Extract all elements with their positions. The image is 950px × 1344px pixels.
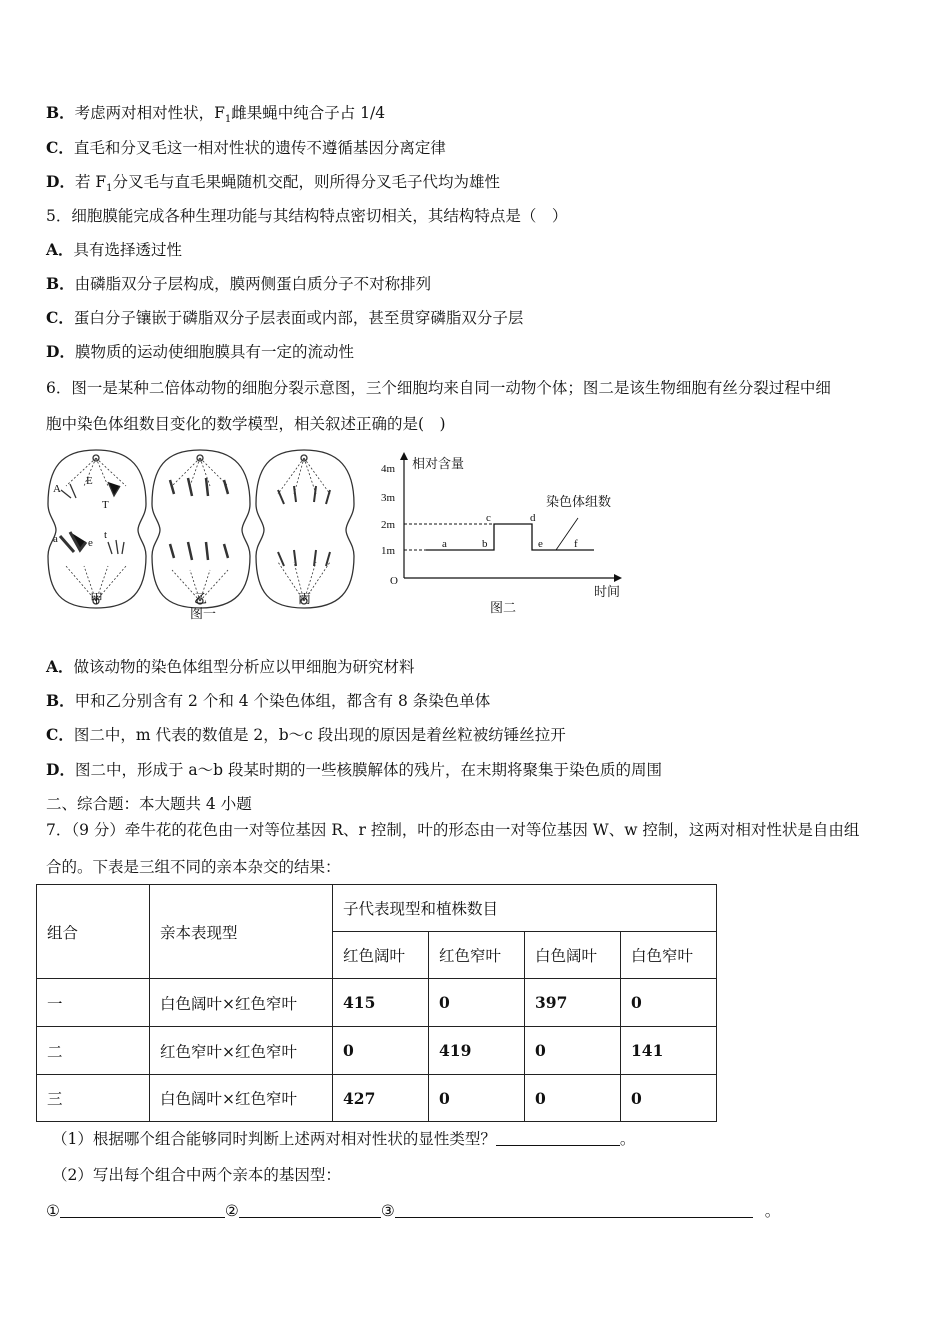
- q4-option-c: C．直毛和分叉毛这一相对性状的遗传不遵循基因分离定律: [46, 138, 446, 157]
- subheader-cell: 红色阔叶: [333, 932, 429, 979]
- answer-blank-1[interactable]: [496, 1131, 620, 1146]
- cell-jia: [48, 450, 146, 608]
- letter-T: T: [102, 499, 109, 511]
- cell-group: 二: [37, 1027, 150, 1075]
- q5-stem: 5．细胞膜能完成各种生理功能与其结构特点密切相关，其结构特点是（ ）: [46, 207, 568, 225]
- q6-option-c: C．图二中，m 代表的数值是 2，b～c 段出现的原因是着丝粒被纺锤丝拉开: [46, 725, 566, 744]
- series-label: 染色体组数: [546, 494, 612, 509]
- point-b: b: [482, 538, 488, 550]
- q7-stem-line1: 7．（9 分）牵牛花的花色由一对等位基因 R、r 控制，叶的形态由一对等位基因 W、w 控制，这两对相对性状是自由组: [46, 821, 860, 839]
- q4-option-d: D．若 $F_1$分叉毛与直毛果蝇随机交配，则所得分叉毛子代均为雄性: [46, 172, 501, 195]
- q6-option-a: A．做该动物的染色体组型分析应以甲细胞为研究材料: [46, 657, 415, 676]
- q7-subquestion-2: （2）写出每个组合中两个亲本的基因型：: [52, 1166, 341, 1184]
- cell-parent: 白色阔叶×红色窄叶: [150, 1075, 333, 1122]
- x-axis-label: 时间: [594, 584, 621, 599]
- q6-stem-line1: 6．图一是某种二倍体动物的细胞分裂示意图，三个细胞均来自同一动物个体；图二是该生物细胞有丝分裂过程中细: [46, 379, 831, 397]
- letter-E: E: [86, 475, 93, 487]
- subheader-cell: 白色阔叶: [525, 932, 621, 979]
- cell-value: 397: [525, 979, 621, 1027]
- q7-subquestion-1: （1）根据哪个组合能够同时判断上述两对相对性状的显性类型？ 。: [52, 1130, 636, 1148]
- subheader-cell: 白色窄叶: [621, 932, 717, 979]
- letter-e: e: [88, 537, 93, 549]
- cell-value: 0: [525, 1027, 621, 1075]
- origin-label: O: [390, 575, 398, 587]
- cell-label-bing: 丙: [298, 591, 312, 606]
- point-d: d: [530, 512, 536, 524]
- ytick-4m: 4m: [381, 463, 396, 475]
- answer-blank-3[interactable]: [239, 1203, 381, 1218]
- figure2: [381, 452, 622, 615]
- letter-a: a: [53, 533, 58, 545]
- ytick-1m: 1m: [381, 545, 396, 557]
- cell-value: 419: [429, 1027, 525, 1075]
- letter-t: t: [104, 529, 108, 541]
- section-heading: 二、综合题：本大题共 4 小题: [46, 795, 252, 813]
- q5-option-a: A．具有选择透过性: [46, 240, 183, 259]
- point-e: e: [538, 538, 543, 550]
- point-f: f: [574, 538, 578, 550]
- cell-value: 0: [621, 1075, 717, 1122]
- figure1-labels: [90, 591, 311, 621]
- q7-answer-blanks: ① ② ③ 。: [46, 1202, 781, 1220]
- cell-value: 0: [429, 979, 525, 1027]
- ytick-3m: 3m: [381, 492, 396, 504]
- cell-label-yi: 乙: [194, 591, 208, 606]
- cell-value: 0: [333, 1027, 429, 1075]
- table-row: [37, 979, 717, 1027]
- cell-group: 三: [37, 1075, 150, 1122]
- cell-value: 141: [621, 1027, 717, 1075]
- q5-option-d: D．膜物质的运动使细胞膜具有一定的流动性: [46, 342, 354, 361]
- header-offspring: 子代表现型和植株数目: [333, 885, 717, 932]
- q6-stem-line2: 胞中染色体组数目变化的数学模型，相关叙述正确的是( ): [46, 415, 446, 433]
- figure1-caption: 图一: [190, 606, 217, 621]
- q5-option-c: C．蛋白分子镶嵌于磷脂双分子层表面或内部，甚至贯穿磷脂双分子层: [46, 308, 524, 327]
- header-group: 组合: [37, 885, 150, 979]
- subheader-cell: 红色窄叶: [429, 932, 525, 979]
- cell-value: 427: [333, 1075, 429, 1122]
- ytick-2m: 2m: [381, 519, 396, 531]
- figure1: [48, 450, 354, 608]
- cell-value: 0: [525, 1075, 621, 1122]
- cell-bing: [256, 450, 354, 608]
- series-line: [426, 524, 594, 550]
- header-parent: 亲本表现型: [150, 885, 333, 979]
- letter-A: A: [53, 483, 61, 495]
- q7-stem-line2: 合的。下表是三组不同的亲本杂交的结果：: [46, 858, 341, 876]
- q6-option-d: D．图二中，形成于 a～b 段某时期的一些核膜解体的残片，在末期将聚集于染色质的周围: [46, 760, 662, 779]
- q6-option-b: B．甲和乙分别含有 2 个和 4 个染色体组，都含有 8 条染色单体: [46, 691, 491, 710]
- q5-option-b: B．由磷脂双分子层构成，膜两侧蛋白质分子不对称排列: [46, 274, 432, 293]
- q4-option-b: B．考虑两对相对性状，$F_1$雌果蝇中纯合子占 1/4: [46, 103, 386, 126]
- q6-figures: [46, 446, 646, 624]
- answer-blank-2[interactable]: [60, 1203, 225, 1218]
- answer-blank-4[interactable]: [395, 1203, 753, 1218]
- cell-value: 415: [333, 979, 429, 1027]
- point-a: a: [442, 538, 447, 550]
- table-row: [37, 1075, 717, 1122]
- results-table: [36, 884, 717, 1122]
- point-c: c: [486, 512, 491, 524]
- figure2-caption: 图二: [490, 600, 517, 615]
- cell-parent: 红色窄叶×红色窄叶: [150, 1027, 333, 1075]
- cell-value: 0: [429, 1075, 525, 1122]
- cell-label-jia: 甲: [90, 591, 104, 606]
- cell-yi: [152, 450, 250, 608]
- cell-value: 0: [621, 979, 717, 1027]
- cell-parent: 白色阔叶×红色窄叶: [150, 979, 333, 1027]
- y-axis-label: 相对含量: [412, 456, 465, 471]
- table-row: [37, 1027, 717, 1075]
- cell-group: 一: [37, 979, 150, 1027]
